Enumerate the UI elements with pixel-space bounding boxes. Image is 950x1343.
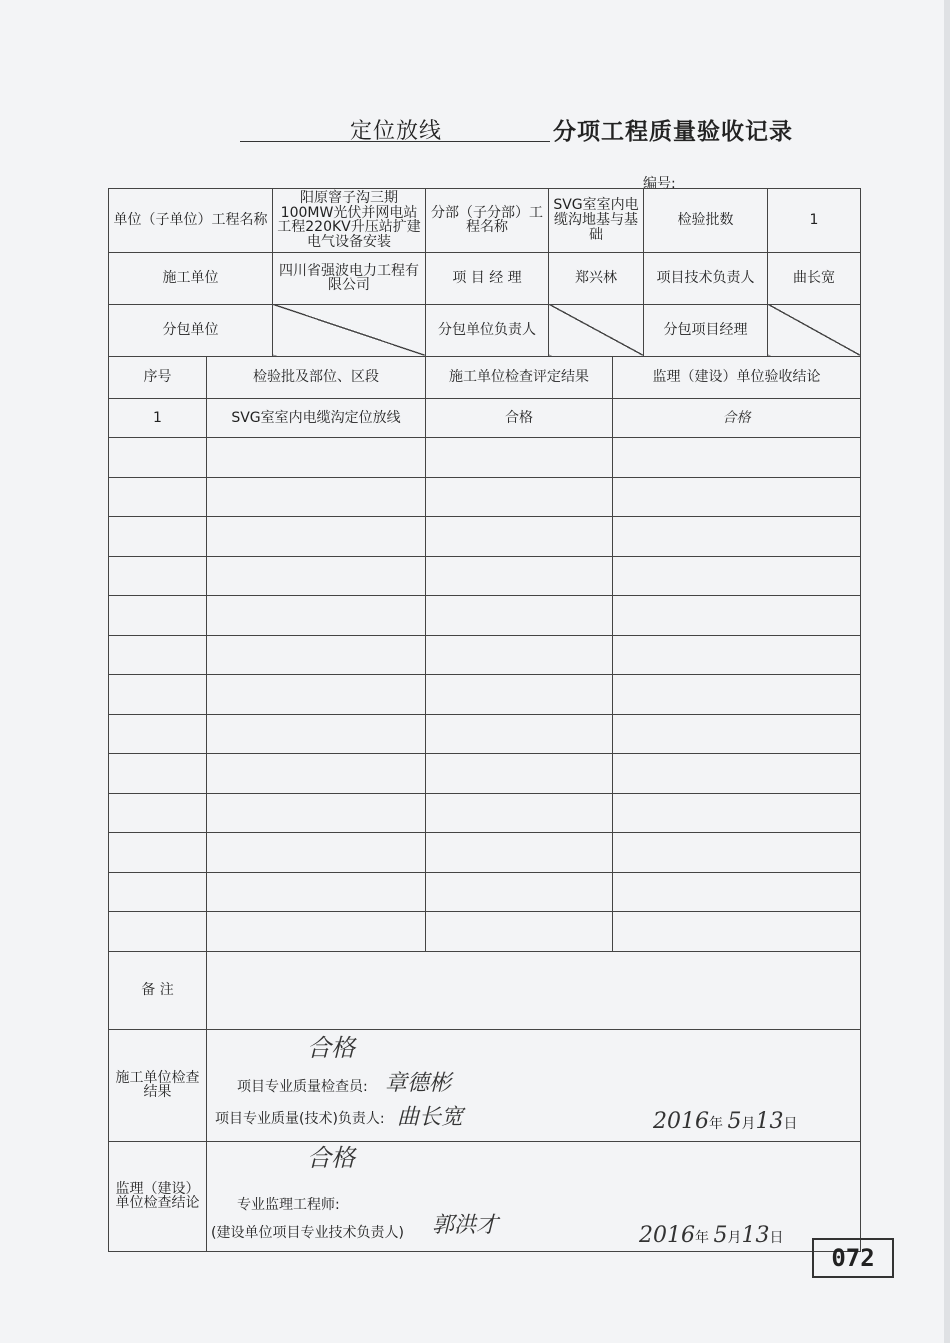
- row-no: [109, 833, 207, 873]
- subcontractor-value: [273, 304, 426, 356]
- row-no: [109, 793, 207, 833]
- row-no: [109, 438, 207, 478]
- table-row: [109, 872, 861, 912]
- row-section: [207, 438, 426, 478]
- header-section: 检验批及部位、区段: [207, 356, 426, 398]
- row-no: [109, 754, 207, 794]
- inspection-rows: [109, 398, 861, 951]
- scan-edge: [944, 0, 950, 1343]
- row-result: 合格: [426, 398, 613, 438]
- row-section: [207, 872, 426, 912]
- row-result: [426, 556, 613, 596]
- supervising-engineer-label: 专业监理工程师:: [237, 1196, 340, 1213]
- unit-name-label: 单位（子单位）工程名称: [109, 189, 273, 253]
- table-row: [109, 754, 861, 794]
- row-conclusion: [613, 438, 861, 478]
- sub-pm-value: [768, 304, 861, 356]
- row-result: [426, 754, 613, 794]
- row-conclusion: [613, 793, 861, 833]
- row-no: [109, 517, 207, 557]
- table-row: [109, 912, 861, 952]
- supervision-label: 监理（建设）单位检查结论: [109, 1141, 207, 1251]
- division-name-label: 分部（子分部）工程名称: [426, 189, 549, 253]
- header-no: 序号: [109, 356, 207, 398]
- row-no: [109, 477, 207, 517]
- subcontractor-label: 分包单位: [109, 304, 273, 356]
- row-section: [207, 912, 426, 952]
- contractor-value: 四川省强波电力工程有限公司: [273, 252, 426, 304]
- supervision-section: [207, 1141, 861, 1251]
- form-title: 分项工程质量验收记录: [553, 119, 793, 145]
- subitem-name: 定位放线: [350, 119, 443, 144]
- table-row: [109, 438, 861, 478]
- row-section: [207, 517, 426, 557]
- serial-label: 编号:: [643, 176, 676, 192]
- contractor-check-section: [207, 1029, 861, 1141]
- table-row: [109, 793, 861, 833]
- contractor-label: 施工单位: [109, 252, 273, 304]
- header-conclusion: 监理（建设）单位验收结论: [613, 356, 861, 398]
- division-name-value: SVG室室内电缆沟地基与基础: [549, 189, 644, 253]
- row-no: [109, 596, 207, 636]
- row-conclusion: [613, 912, 861, 952]
- tech-lead-label: 项目技术负责人: [644, 252, 768, 304]
- supervision-date: 2016年 5月13日: [639, 1222, 784, 1248]
- supervising-engineer-signature: 郭洪才: [432, 1212, 499, 1238]
- row-result: [426, 596, 613, 636]
- table-row: [109, 517, 861, 557]
- table-row: [109, 556, 861, 596]
- row-section: [207, 833, 426, 873]
- sub-lead-label: 分包单位负责人: [426, 304, 549, 356]
- row-no: [109, 675, 207, 715]
- row-result: [426, 477, 613, 517]
- remarks-label: 备 注: [109, 951, 207, 1029]
- row-section: [207, 556, 426, 596]
- row-section: [207, 754, 426, 794]
- table-row: [109, 635, 861, 675]
- project-manager-value: 郑兴林: [549, 252, 644, 304]
- quality-lead-signature: 曲长宽: [397, 1104, 464, 1130]
- acceptance-form: [108, 188, 861, 1252]
- row-conclusion: [613, 556, 861, 596]
- row-no: [109, 714, 207, 754]
- row-section: [207, 635, 426, 675]
- remarks-value: [207, 951, 861, 1029]
- row-result: [426, 912, 613, 952]
- row-section: [207, 675, 426, 715]
- table-row: [109, 477, 861, 517]
- contractor-check-date: 2016年 5月13日: [653, 1108, 798, 1134]
- unit-name-value: 阳原窨子沟三期100MW光伏并网电站工程220KV升压站扩建电气设备安装: [273, 189, 426, 253]
- row-conclusion: [613, 675, 861, 715]
- tech-lead-value: 曲长宽: [768, 252, 861, 304]
- row-no: [109, 635, 207, 675]
- row-result: [426, 675, 613, 715]
- row-conclusion: [613, 754, 861, 794]
- row-no: [109, 912, 207, 952]
- sub-lead-value: [549, 304, 644, 356]
- row-conclusion: [613, 714, 861, 754]
- row-section: [207, 596, 426, 636]
- row-result: [426, 714, 613, 754]
- row-result: [426, 833, 613, 873]
- owner-tech-lead-label: (建设单位项目专业技术负责人): [211, 1224, 404, 1241]
- inspector-label: 项目专业质量检查员:: [237, 1078, 368, 1095]
- row-result: [426, 635, 613, 675]
- row-section: SVG室室内电缆沟定位放线: [207, 398, 426, 438]
- row-result: [426, 438, 613, 478]
- inspector-signature: 章德彬: [385, 1070, 452, 1096]
- row-conclusion: [613, 833, 861, 873]
- row-conclusion: [613, 517, 861, 557]
- row-result: [426, 517, 613, 557]
- row-no: [109, 556, 207, 596]
- row-conclusion: [613, 596, 861, 636]
- row-conclusion: [613, 477, 861, 517]
- table-row: [109, 675, 861, 715]
- project-manager-label: 项 目 经 理: [426, 252, 549, 304]
- contractor-check-label: 施工单位检查结果: [109, 1029, 207, 1141]
- table-row: [109, 398, 861, 438]
- row-no: 1: [109, 398, 207, 438]
- row-section: [207, 477, 426, 517]
- supervision-result: 合格: [307, 1143, 355, 1172]
- page-number: 072: [812, 1238, 894, 1278]
- row-no: [109, 872, 207, 912]
- header-result: 施工单位检查评定结果: [426, 356, 613, 398]
- row-conclusion: [613, 635, 861, 675]
- row-conclusion: [613, 872, 861, 912]
- table-row: [109, 596, 861, 636]
- contractor-check-result: 合格: [307, 1033, 355, 1062]
- batch-count-label: 检验批数: [644, 189, 768, 253]
- quality-lead-label: 项目专业质量(技术)负责人:: [215, 1110, 385, 1127]
- row-result: [426, 872, 613, 912]
- row-result: [426, 793, 613, 833]
- table-row: [109, 714, 861, 754]
- batch-count-value: 1: [768, 189, 861, 253]
- table-row: [109, 833, 861, 873]
- sub-pm-label: 分包项目经理: [644, 304, 768, 356]
- row-conclusion: 合格: [613, 398, 861, 438]
- row-section: [207, 793, 426, 833]
- row-section: [207, 714, 426, 754]
